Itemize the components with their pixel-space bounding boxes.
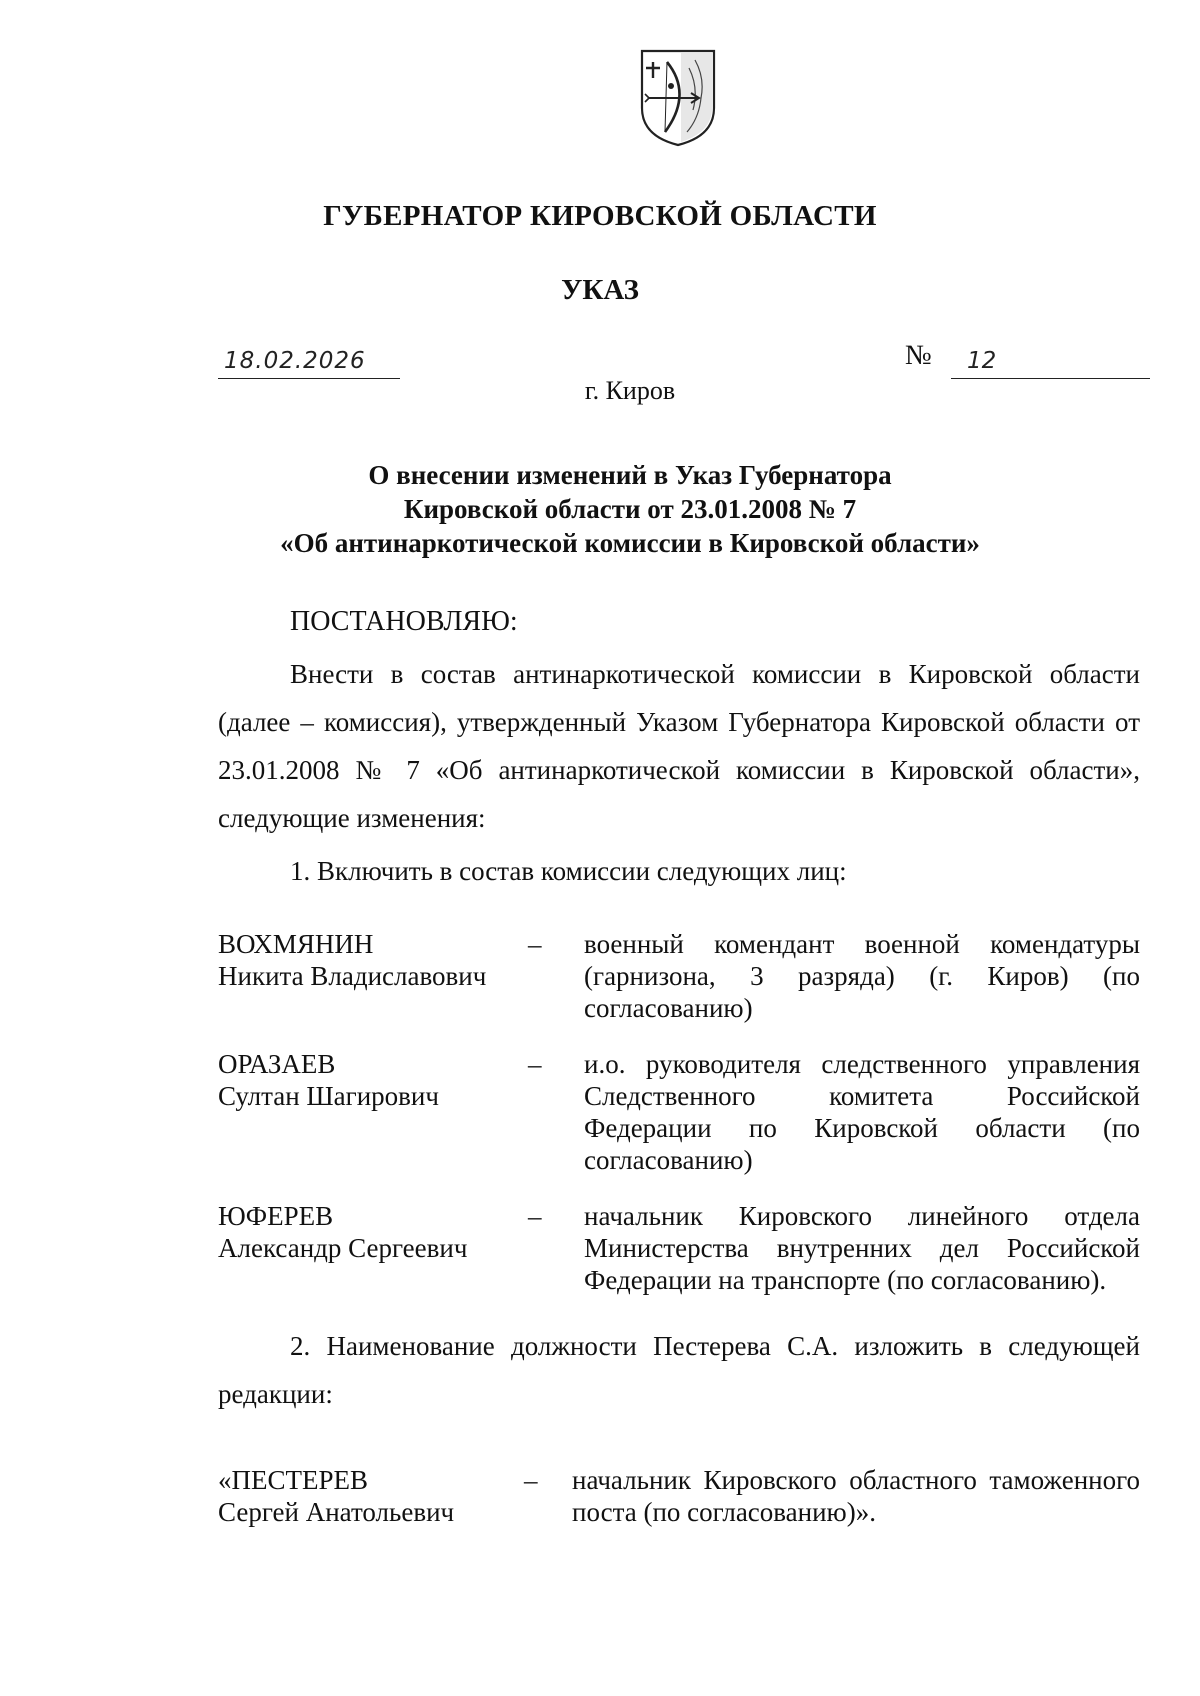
member-name (218, 1464, 524, 1528)
subject-line: Кировской области от 23.01.2008 № 7 (403, 494, 857, 524)
member-surname: ВОХМЯНИН (218, 929, 374, 959)
replacement-entry (218, 1464, 1140, 1528)
item-1-heading: 1. Включить в состав комиссии следующих лиц: (290, 856, 847, 886)
document-number: 12 (951, 344, 1150, 379)
member-role: начальник Кировского линейного отдела Министерства внутренних дел Российской Федерации на транспорте (по согласованию). (584, 1201, 1140, 1295)
members-list (218, 928, 1140, 1296)
subject-line: О внесении изменений в Указ Губернатора (368, 460, 892, 490)
member-given-name: Сергей Анатольевич (218, 1497, 455, 1527)
document-subject (180, 458, 1080, 560)
member-dash: – (528, 1049, 542, 1079)
member-given-name: Александр Сергеевич (218, 1233, 468, 1263)
member-given-name: Султан Шагирович (218, 1081, 439, 1111)
subject-line: «Об антинаркотической комиссии в Кировской области» (280, 528, 980, 558)
member-given-name: Никита Владиславович (218, 961, 487, 991)
member-entry (218, 1200, 1140, 1296)
member-dash: – (528, 929, 542, 959)
document-date: 18.02.2026 (218, 344, 400, 379)
member-surname: ЮФЕРЕВ (218, 1201, 334, 1231)
member-surname: ОРАЗАЕВ (218, 1049, 336, 1079)
item-2-paragraph: 2. Наименование должности Пестерева С.А. изложить в следующей редакции: (218, 1331, 1140, 1409)
intro-paragraph: Внести в состав антинаркотической комиссии в Кировской области (далее – комиссия), утвержденный Указом Губернатора Кировской области от 23.01.2008 № 7 «Об антинаркотической комиссии в Кировской области», следующие изменения: (218, 659, 1140, 833)
member-name (218, 1200, 528, 1296)
member-dash: – (528, 1201, 542, 1231)
document-city: г. Киров (584, 376, 676, 405)
number-sign: № (905, 340, 932, 371)
coat-of-arms-icon (639, 48, 717, 148)
issuing-authority: ГУБЕРНАТОР КИРОВСКОЙ ОБЛАСТИ (323, 200, 877, 232)
member-role: и.о. руководителя следственного управления Следственного комитета Российской Федерации по Кировской области (по согласованию) (584, 1049, 1140, 1175)
member-surname: «ПЕСТЕРЕВ (218, 1465, 369, 1495)
member-entry (218, 928, 1140, 1024)
member-role: военный комендант военной комендатуры (гарнизона, 3 разряда) (г. Киров) (по согласованию) (584, 929, 1140, 1023)
decree-heading: ПОСТАНОВЛЯЮ: (290, 606, 518, 637)
member-entry (218, 1048, 1140, 1176)
member-name (218, 1048, 528, 1176)
document-type: УКАЗ (561, 274, 639, 306)
member-name (218, 928, 528, 1024)
member-dash: – (524, 1465, 538, 1495)
member-role: начальник Кировского областного таможенного поста (по согласованию)». (572, 1465, 1140, 1527)
